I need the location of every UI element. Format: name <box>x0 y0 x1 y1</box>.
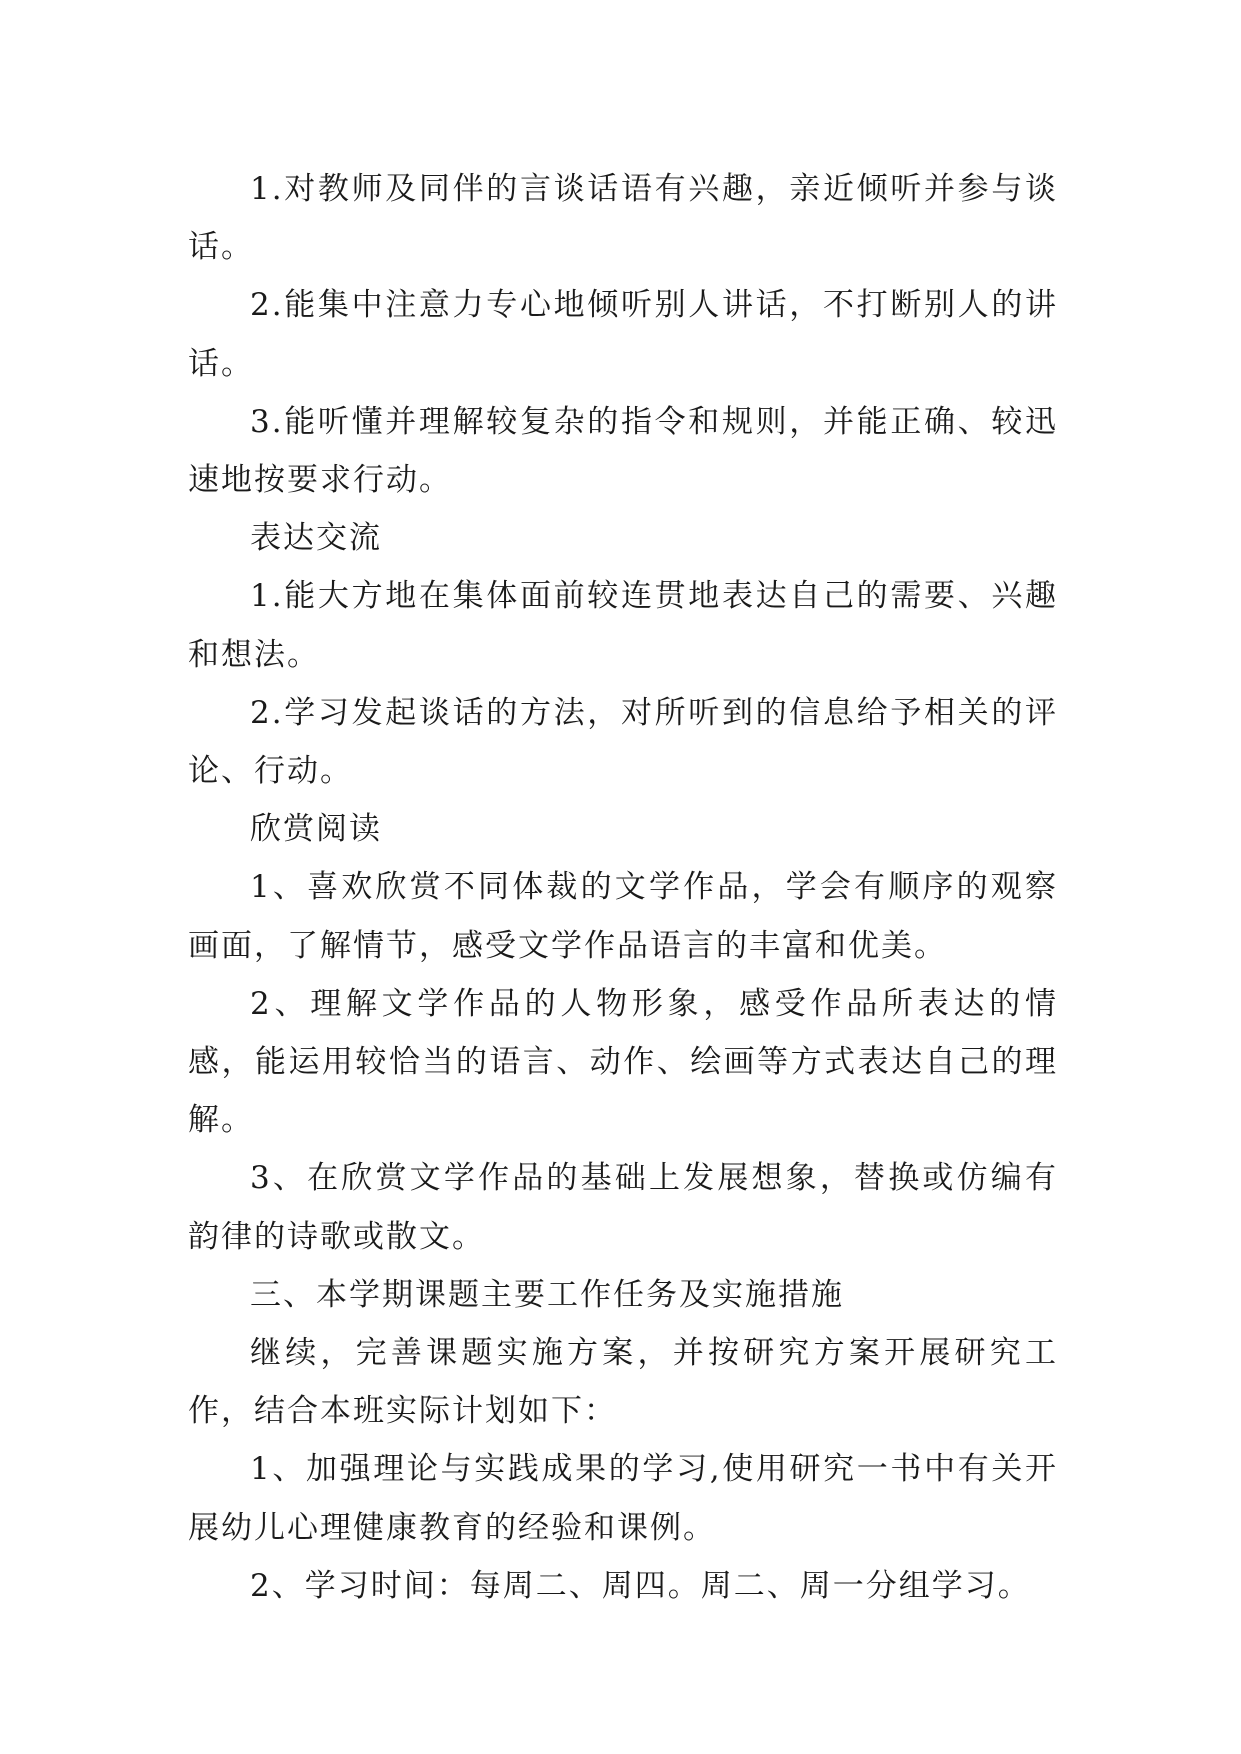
paragraph-listening-2: 2.能集中注意力专心地倾听别人讲话，不打断别人的讲话。 <box>188 287 1058 382</box>
paragraph-tasks-2: 2、学习时间：每周二、周四。周二、周一分组学习。 <box>250 1567 1031 1604</box>
paragraph-reading-2: 2、理解文学作品的人物形象，感受作品所表达的情感，能运用较恰当的语言、动作、绘画等方式表达自己的理解。 <box>188 985 1058 1139</box>
section-heading-expression: 表达交流 <box>250 520 382 557</box>
paragraph-tasks-intro: 继续，完善课题实施方案，并按研究方案开展研究工作，结合本班实际计划如下： <box>188 1335 1058 1430</box>
document-body <box>188 160 1058 1615</box>
paragraph-expression-1: 1.能大方地在集体面前较连贯地表达自己的需要、兴趣和想法。 <box>188 578 1058 673</box>
paragraph-reading-3: 3、在欣赏文学作品的基础上发展想象，替换或仿编有韵律的诗歌或散文。 <box>188 1160 1058 1255</box>
section-heading-reading: 欣赏阅读 <box>250 811 382 848</box>
paragraph-reading-1: 1、喜欢欣赏不同体裁的文学作品，学会有顺序的观察画面，了解情节，感受文学作品语言的丰富和优美。 <box>188 869 1058 964</box>
paragraph-tasks-1: 1、加强理论与实践成果的学习,使用研究一书中有关开展幼儿心理健康教育的经验和课例。 <box>188 1451 1058 1546</box>
section-heading-tasks: 三、本学期课题主要工作任务及实施措施 <box>250 1276 844 1313</box>
paragraph-listening-1: 1.对教师及同伴的言谈话语有兴趣，亲近倾听并参与谈话。 <box>188 171 1058 266</box>
paragraph-expression-2: 2.学习发起谈话的方法，对所听到的信息给予相关的评论、行动。 <box>188 694 1058 790</box>
paragraph-listening-3: 3.能听懂并理解较复杂的指令和规则，并能正确、较迅速地按要求行动。 <box>188 403 1058 499</box>
